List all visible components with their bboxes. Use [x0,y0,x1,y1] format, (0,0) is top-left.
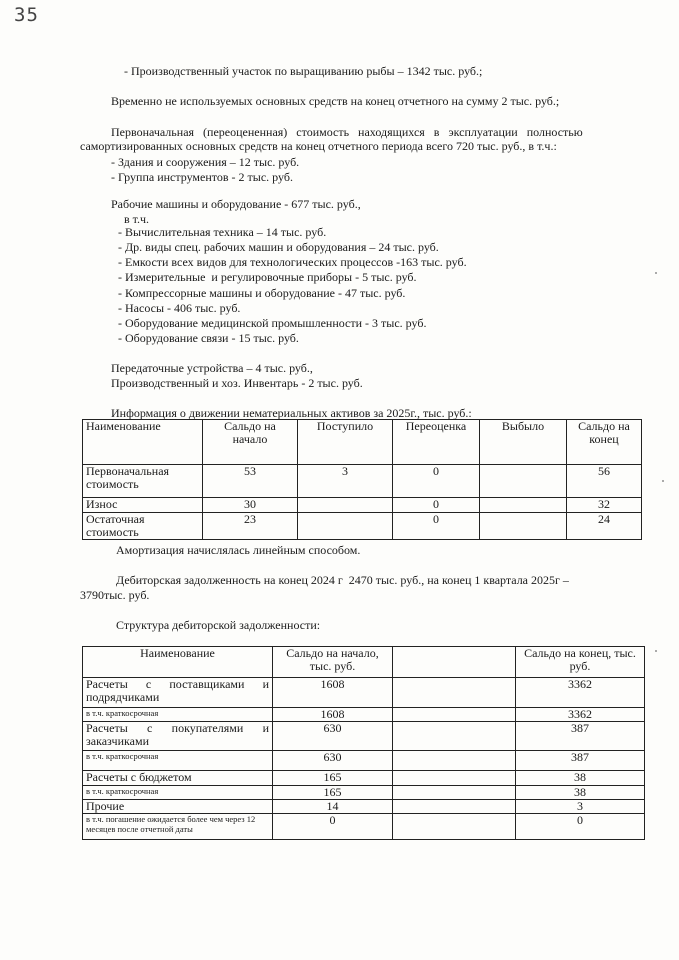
table-header-cell: Выбыло [480,420,567,465]
table-cell [480,513,567,540]
table-cell [393,814,516,840]
table-cell: 3362 [516,708,645,722]
table-header-cell: Сальдо на конец [567,420,642,465]
table-row [83,465,642,498]
text-line: Передаточные устройства – 4 тыс. руб., [111,361,313,375]
table-cell: 3362 [516,678,645,708]
text-line: Временно не используемых основных средств на конец отчетного на сумму 2 тыс. руб.; [111,94,560,108]
table-cell: Расчеты с поставщиками и подрядчиками [83,678,273,708]
table-cell: 32 [567,498,642,513]
table-cell: 387 [516,722,645,751]
scan-speck [662,480,664,482]
table-row [83,751,645,771]
table-header-cell: Сальдо на начало, тыс. руб. [273,647,393,678]
table-cell: 30 [203,498,298,513]
table-caption: Структура дебиторской задолженности: [116,618,321,632]
table-cell: в т.ч. краткосрочная [83,708,273,722]
table-cell [393,751,516,771]
table-cell: 165 [273,786,393,800]
text-line: 3790тыс. руб. [80,588,150,602]
table-cell: 0 [273,814,393,840]
text-line: - Др. виды спец. рабочих машин и оборудования – 24 тыс. руб. [118,240,439,254]
text-line: Рабочие машины и оборудование - 677 тыс. руб., [111,197,361,211]
table-cell: Первоначальная стоимость [83,465,203,498]
text-line: - Емкости всех видов для технологических процессов -163 тыс. руб. [118,255,467,269]
text-line: Амортизация начислялась линейным способом. [116,543,361,557]
table-cell [393,708,516,722]
table-cell: 56 [567,465,642,498]
table-cell: 14 [273,800,393,814]
table-cell [393,678,516,708]
table-caption: Информация о движении нематериальных активов за 2025г., тыс. руб.: [111,406,472,420]
page-number: 35 [14,4,39,26]
table-row [83,498,642,513]
table-cell [298,513,393,540]
table-cell: 0 [516,814,645,840]
text-line: в т.ч. [124,212,150,226]
table-cell: 38 [516,786,645,800]
table-row [83,708,645,722]
text-line: - Оборудование медицинской промышленности - 3 тыс. руб. [118,316,427,330]
text-line: - Группа инструментов - 2 тыс. руб. [111,170,293,184]
table-header-cell: Наименование [83,420,203,465]
text-line: - Оборудование связи - 15 тыс. руб. [118,331,299,345]
table-cell: 0 [393,465,480,498]
table-cell [393,800,516,814]
table-cell: 24 [567,513,642,540]
table-cell [480,465,567,498]
table-cell: в т.ч. краткосрочная [83,751,273,771]
table-row [83,786,645,800]
table-cell [298,498,393,513]
text-line: самортизированных основных средств на конец отчетного периода всего 720 тыс. руб., в т.ч.: [80,139,557,153]
table-cell: Остаточная стоимость [83,513,203,540]
table-cell: 3 [516,800,645,814]
table-cell [393,786,516,800]
table-cell: в т.ч. погашение ожидается более чем через 12 месяцев после отчетной даты [83,814,273,840]
intangible-assets-table [82,419,642,540]
table-row [83,722,645,751]
table-cell: 1608 [273,708,393,722]
table-cell: 38 [516,771,645,786]
table-header-cell: Наименование [83,647,273,678]
table-cell: Износ [83,498,203,513]
scan-speck [655,272,657,274]
table-cell: Расчеты с бюджетом [83,771,273,786]
receivables-table [82,646,645,840]
table-cell [480,498,567,513]
table-header-cell: Сальдо на конец, тыс. руб. [516,647,645,678]
table-cell: 3 [298,465,393,498]
text-line: - Измерительные и регулировочные приборы - 5 тыс. руб. [118,270,417,284]
table-cell: в т.ч. краткосрочная [83,786,273,800]
table-cell [393,722,516,751]
table-cell: 53 [203,465,298,498]
table-row [83,513,642,540]
text-line: - Насосы - 406 тыс. руб. [118,301,241,315]
table-header-cell: Переоценка [393,420,480,465]
table-cell: 0 [393,498,480,513]
table-cell: 0 [393,513,480,540]
table-cell: 387 [516,751,645,771]
table-cell: 630 [273,722,393,751]
table-row [83,678,645,708]
table-cell: 165 [273,771,393,786]
table-row [83,771,645,786]
text-line: Первоначальная (переоцененная) стоимость находящихся в эксплуатации полностью [111,125,583,139]
table-row [83,814,645,840]
table-cell: Прочие [83,800,273,814]
text-line: Производственный и хоз. Инвентарь - 2 тыс. руб. [111,376,363,390]
text-line: - Компрессорные машины и оборудование - 47 тыс. руб. [118,286,406,300]
text-line: - Здания и сооружения – 12 тыс. руб. [111,155,300,169]
table-row [83,800,645,814]
table-cell: 23 [203,513,298,540]
table-cell [393,771,516,786]
table-cell: 1608 [273,678,393,708]
table-header-cell [393,647,516,678]
table-header-cell: Сальдо на начало [203,420,298,465]
text-line: Дебиторская задолженность на конец 2024 г 2470 тыс. руб., на конец 1 квартала 2025г – [116,573,569,587]
table-cell: 630 [273,751,393,771]
table-cell: Расчеты с покупателями и заказчиками [83,722,273,751]
table-header-cell: Поступило [298,420,393,465]
scan-speck [655,650,657,652]
text-line: - Производственный участок по выращиванию рыбы – 1342 тыс. руб.; [124,64,483,78]
text-line: - Вычислительная техника – 14 тыс. руб. [118,225,327,239]
